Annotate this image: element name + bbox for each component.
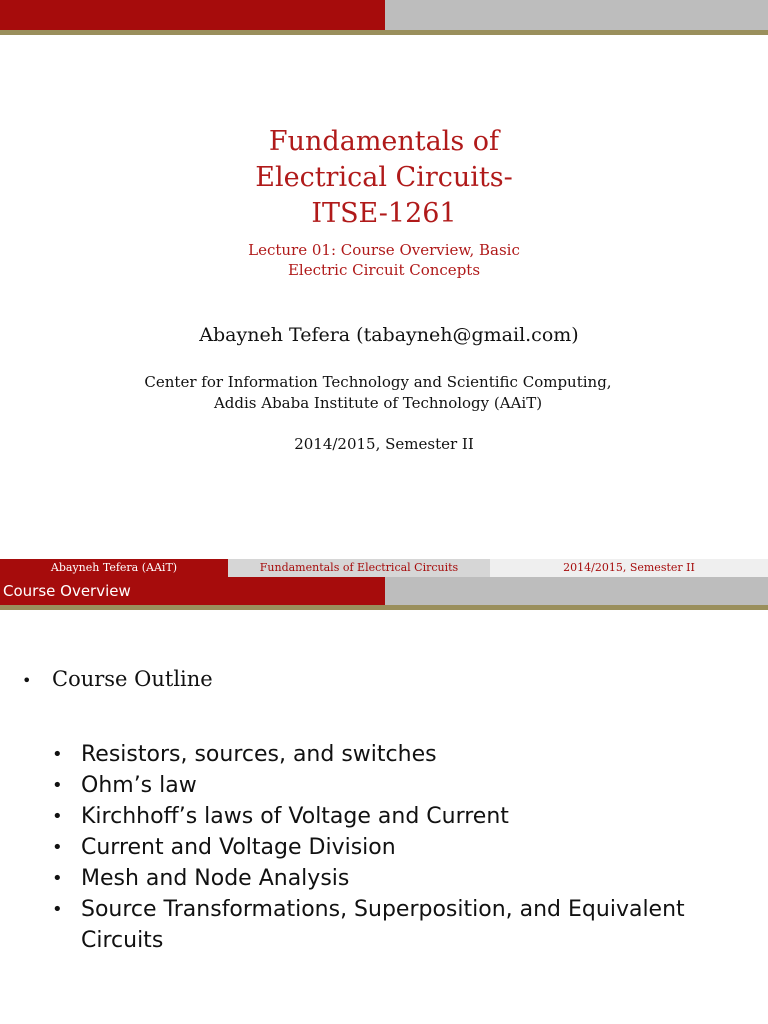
list-item bbox=[52, 770, 701, 801]
bullet-icon: • bbox=[52, 837, 63, 858]
title-line: Electrical Circuits- bbox=[255, 162, 513, 193]
top-bar-divider bbox=[0, 30, 768, 35]
bullet-icon: • bbox=[52, 868, 63, 889]
footer-term: 2014/2015, Semester II bbox=[490, 559, 768, 577]
slide2-header-bar bbox=[0, 577, 768, 605]
course-outline-heading bbox=[22, 664, 213, 696]
topic-text: Kirchhoff’s laws of Voltage and Current bbox=[81, 804, 509, 829]
institute-line: Center for Information Technology and Scientific Computing, bbox=[144, 373, 612, 391]
subtitle-line: Electric Circuit Concepts bbox=[287, 261, 481, 279]
topic-text: Ohm’s law bbox=[81, 773, 197, 798]
topic-list bbox=[52, 739, 701, 956]
list-item bbox=[52, 832, 701, 863]
slide2-title: Course Overview bbox=[3, 582, 131, 600]
top-bar-gray-segment bbox=[385, 0, 768, 30]
slide-subtitle bbox=[0, 240, 768, 280]
slide-top-bar bbox=[0, 0, 768, 30]
slide-title bbox=[0, 124, 768, 232]
bullet-icon: • bbox=[52, 806, 63, 827]
list-item bbox=[52, 894, 701, 956]
institute-line: Addis Ababa Institute of Technology (AAiT) bbox=[213, 394, 543, 412]
institute-block bbox=[0, 372, 756, 414]
top-bar-red-segment bbox=[0, 0, 385, 30]
topic-text: Source Transformations, Superposition, and Equivalent Circuits bbox=[81, 897, 685, 953]
bullet-icon: • bbox=[52, 744, 63, 765]
header-bar-gray-segment bbox=[385, 577, 768, 605]
topic-text: Resistors, sources, and switches bbox=[81, 742, 437, 767]
bullet-icon: • bbox=[52, 775, 63, 796]
footer-course: Fundamentals of Electrical Circuits bbox=[228, 559, 490, 577]
topic-text: Mesh and Node Analysis bbox=[81, 866, 350, 891]
topic-text: Current and Voltage Division bbox=[81, 835, 396, 860]
list-item bbox=[52, 739, 701, 770]
subtitle-line: Lecture 01: Course Overview, Basic bbox=[248, 241, 520, 259]
title-line: Fundamentals of bbox=[268, 126, 500, 157]
bullet-icon: • bbox=[22, 670, 32, 690]
slide2-header-divider bbox=[0, 605, 768, 610]
author-line: Abayneh Tefera (tabayneh@gmail.com) bbox=[199, 324, 579, 346]
course-outline-label: Course Outline bbox=[52, 667, 213, 691]
title-line: ITSE-1261 bbox=[311, 198, 457, 229]
footer-author: Abayneh Tefera (AAiT) bbox=[0, 559, 228, 577]
bullet-icon: • bbox=[52, 899, 63, 920]
list-item bbox=[52, 863, 701, 894]
list-item bbox=[52, 801, 701, 832]
slide-footer bbox=[0, 559, 768, 577]
date-line: 2014/2015, Semester II bbox=[294, 435, 474, 453]
